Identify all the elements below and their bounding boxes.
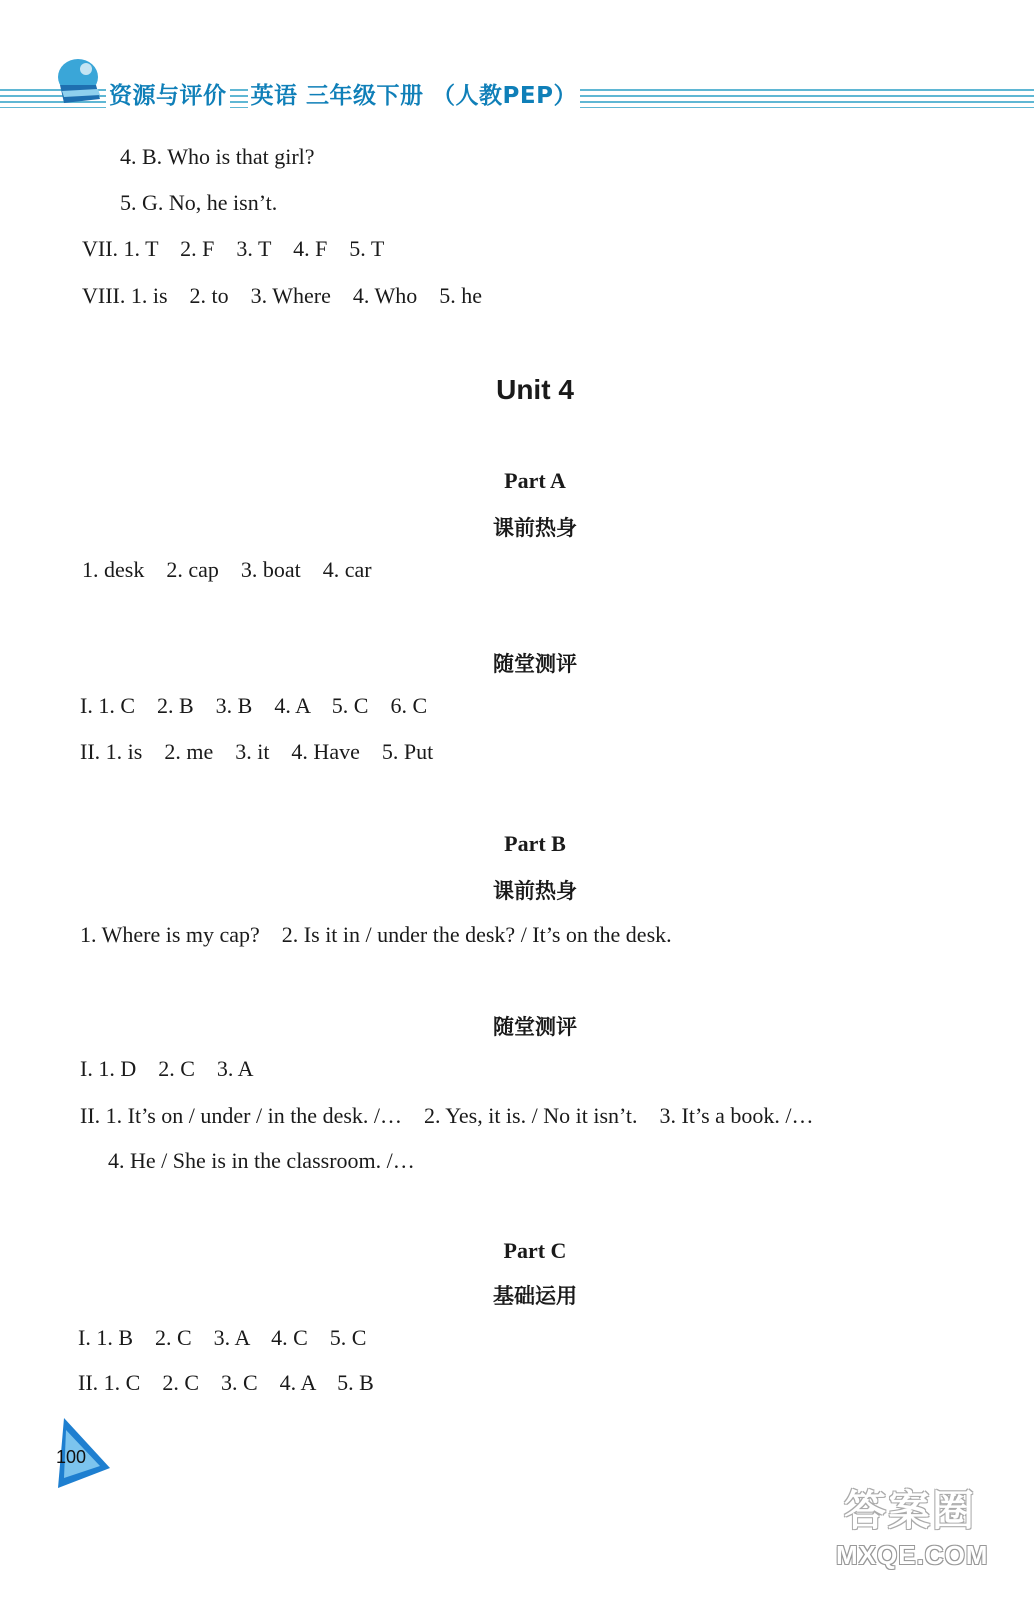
answer-line: VIII. 1. is 2. to 3. Where 4. Who 5. he (82, 283, 483, 308)
part-c-basic-line: II. 1. C 2. C 3. C 4. A 5. B (78, 1370, 374, 1395)
unit-title: Unit 4 (496, 374, 574, 405)
page-header (0, 55, 1034, 125)
part-b-quiz-line: II. 1. It’s on / under / in the desk. /… 2. Yes, it is. / No it isn’t. 3. It’s a book. /… (80, 1103, 814, 1128)
answer-line: VII. 1. T 2. F 3. T 4. F 5. T (82, 236, 385, 261)
part-a-quiz-line: I. 1. C 2. B 3. B 4. A 5. C 6. C (80, 693, 428, 718)
header-title (106, 77, 580, 110)
part-a-title: Part A (504, 468, 566, 493)
series-title: 资源与评价 (106, 83, 230, 109)
part-b-warmup-title: 课前热身 (493, 879, 577, 903)
part-b-title: Part B (504, 831, 566, 856)
watermark-url: MXQE.COM (836, 1540, 989, 1570)
part-b-quiz-title: 随堂测评 (493, 1015, 577, 1039)
answer-line: 5. G. No, he isn’t. (120, 190, 278, 215)
part-a-quiz-line: II. 1. is 2. me 3. it 4. Have 5. Put (80, 739, 434, 764)
answer-line: 4. B. Who is that girl? (120, 144, 315, 169)
part-a-warmup-answers: 1. desk 2. cap 3. boat 4. car (82, 557, 372, 582)
part-c-basic-line: I. 1. B 2. C 3. A 4. C 5. C (78, 1325, 367, 1350)
part-a-quiz-title: 随堂测评 (493, 652, 577, 676)
watermark-title: 答案圈 (844, 1486, 977, 1535)
books-logo-icon (50, 55, 106, 113)
part-a-warmup-title: 课前热身 (493, 516, 577, 540)
part-b-warmup-answers: 1. Where is my cap? 2. Is it in / under the desk? / It’s on the desk. (80, 922, 672, 947)
watermark-logo (836, 1478, 1016, 1588)
book-subtitle: 英语 三年级下册 （人教PEP） (248, 83, 580, 109)
part-c-basic-title: 基础运用 (493, 1284, 577, 1308)
page-number: 100 (56, 1447, 87, 1467)
part-b-quiz-line: 4. He / She is in the classroom. /… (108, 1148, 415, 1173)
part-b-quiz-line: I. 1. D 2. C 3. A (80, 1056, 254, 1081)
part-c-title: Part C (503, 1238, 567, 1263)
